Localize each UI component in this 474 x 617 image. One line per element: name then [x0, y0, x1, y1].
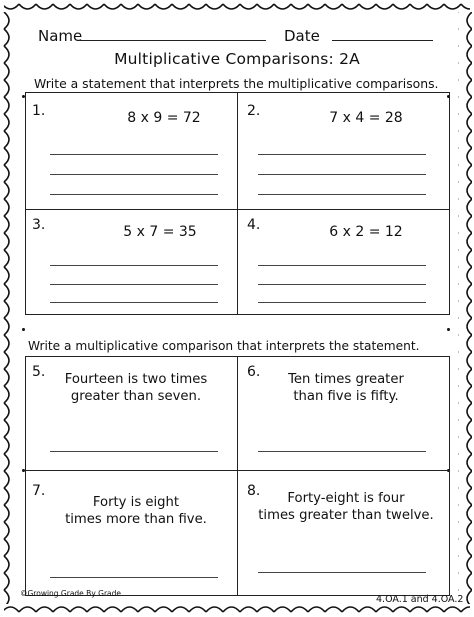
- answer-line[interactable]: [258, 572, 426, 573]
- part2-directions: Write a multiplicative comparison that interprets the statement.: [28, 339, 420, 353]
- problem-number: 5.: [32, 364, 46, 380]
- problem-number: 4.: [247, 217, 261, 233]
- equation: 7 x 4 = 28: [329, 110, 403, 126]
- answer-line[interactable]: [50, 302, 218, 303]
- problem-number: 8.: [247, 483, 261, 499]
- answer-line[interactable]: [258, 451, 426, 452]
- answer-line[interactable]: [50, 265, 218, 266]
- statement-line: times greater than twelve.: [258, 508, 434, 523]
- statement-line: Fourteen is two times: [64, 372, 208, 387]
- statement-line: than five is fifty.: [293, 389, 399, 404]
- grid-divider: [26, 470, 449, 471]
- answer-line[interactable]: [258, 194, 426, 195]
- date-field[interactable]: [332, 40, 433, 41]
- part1-directions: Write a statement that interprets the multiplicative comparisons.: [34, 76, 439, 91]
- equation: 8 x 9 = 72: [127, 110, 201, 126]
- problem-number: 7.: [32, 483, 46, 499]
- name-field[interactable]: [80, 40, 266, 41]
- answer-line[interactable]: [50, 194, 218, 195]
- page-title: Multiplicative Comparisons: 2A: [114, 50, 360, 68]
- answer-line[interactable]: [50, 577, 218, 578]
- answer-line[interactable]: [258, 265, 426, 266]
- answer-line[interactable]: [258, 154, 426, 155]
- answer-line[interactable]: [258, 174, 426, 175]
- statement-line: Forty-eight is four: [287, 491, 405, 506]
- date-label: Date: [284, 27, 320, 45]
- answer-line[interactable]: [258, 284, 426, 285]
- answer-line[interactable]: [50, 154, 218, 155]
- problem-number: 6.: [247, 364, 261, 380]
- statement-line: Forty is eight: [92, 495, 180, 510]
- bullet-dot: [22, 328, 25, 331]
- part2-grid: [25, 356, 450, 596]
- answer-line[interactable]: [50, 451, 218, 452]
- problem-number: 1.: [32, 103, 46, 119]
- bullet-dot: [447, 328, 450, 331]
- statement-line: greater than seven.: [70, 389, 202, 404]
- grid-divider: [237, 93, 238, 314]
- answer-line[interactable]: [258, 302, 426, 303]
- part1-grid: [25, 92, 450, 315]
- name-label: Name: [38, 27, 83, 45]
- statement-line: Ten times greater: [288, 372, 404, 387]
- equation: 6 x 2 = 12: [329, 224, 403, 240]
- copyright-text: ©Growing Grade By Grade: [20, 589, 122, 598]
- grid-divider: [237, 357, 238, 595]
- problem-number: 2.: [247, 103, 261, 119]
- equation: 5 x 7 = 35: [123, 224, 197, 240]
- answer-line[interactable]: [50, 284, 218, 285]
- grid-divider: [26, 209, 449, 210]
- standard-code: 4.OA.1 and 4.OA.2: [376, 594, 464, 605]
- problem-number: 3.: [32, 217, 46, 233]
- statement-line: times more than five.: [65, 512, 207, 527]
- answer-line[interactable]: [50, 174, 218, 175]
